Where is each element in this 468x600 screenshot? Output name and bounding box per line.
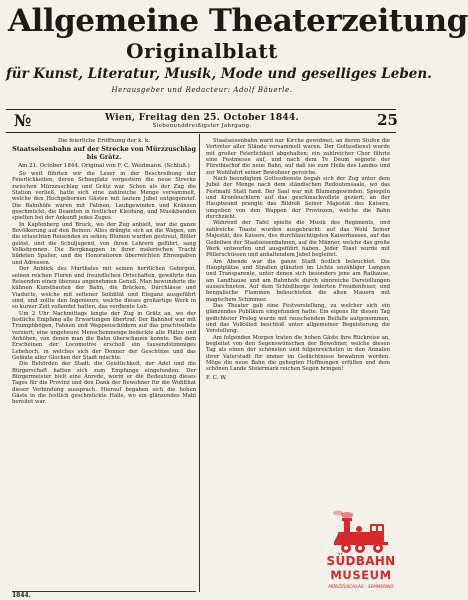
issue-number: №	[14, 111, 32, 130]
column-divider	[199, 134, 200, 592]
article-paragraph: Das Theater gab eine Festvorstellung, zu welcher sich ein glänzendes Publikum eingefunden hatte. Ein eigens für diesen Tag gedichteter Prolog wurde mit rauschendem Beifalle aufgenommen, und das Volkslied beschloß unter allgemeiner Begeisterung die Vorstellung.	[206, 302, 390, 335]
footer-rule	[12, 591, 196, 592]
article-paragraph: Die Behörden der Stadt, die Geistlichkeit, der Adel und die Bürgerschaft hatten sich zum Empfange eingefunden. Der Bürgermeister hielt eine Anrede, worin er die Bedeutung dieses Tages für die Provinz und den Dank der Bewohner für die Wohlthat dieser Verbindung aussprach. Hierauf begaben sich die hohen Gäste in die festlich geschmückte Halle, wo ein glänzendes Mahl bereitet war.	[12, 361, 196, 406]
article-paragraph: Nach beendigtem Gottesdienste begab sich der Zug unter dem Jubel der Menge nach dem ständischen Redoutensaale, wo das Festmahl Statt fand. Der Saal war mit Blumengewinden, Spiegeln und Kronleuchtern auf das geschmackvollste geziert; an der Hauptwand prangte das Bildniß Seiner Majestät des Kaisers, umgeben von den Wappen der Provinzen, welche die Bahn durchzieht.	[206, 176, 390, 221]
masthead-rule-top	[6, 109, 396, 110]
article-paragraph: Der Anblick des Murthales mit seinen herrlichen Gebirgen, seinen reichen Fluren und freundlichen Ortschaften, gewährte den Reisenden einen überaus angenehmen Genuß. Man bewunderte die kühnen Kunstbauten der Bahn, die Brücken, Durchlässe und Viaducte, welche mit seltener Solidität und Eleganz ausgeführt sind, und zollte den Ingenieurs, welche dieses großartige Werk in so kurzer Zeit vollendet hatten, das verdiente Lob.	[12, 266, 196, 311]
article-paragraph: Am Abende war die ganze Stadt festlich beleuchtet. Die Hauptplätze und Straßen glänzten im Lichte unzähliger Lampen und Transparente, unter denen sich besonders jene am Rathause, am Landhause und am Bahnhofe durch sinnreiche Darstellungen auszeichneten. Auf dem Schloßberge loderten Freudenfeuer, und bengalische Flammen beleuchteten die alten Mauern mit magischem Schimmer.	[206, 258, 390, 303]
footer-year: 1844.	[12, 592, 31, 599]
museum-watermark	[324, 510, 398, 596]
article-paragraph: Am folgenden Morgen traten die hohen Gäste ihre Rückreise an, begleitet von den Segenswünschen der Bewohner, welche diesen Tag als einen der schönsten und folgenreichsten in den Annalen ihrer Vaterstadt für immer im Gedächtnisse bewahren werden. Möge die neue Bahn die gehegten Hoffnungen erfüllen und dem schönen Lande Steiermark reichen Segen bringen!	[206, 334, 390, 373]
article-byline: Am 21. October 1844. Original von F. C. Weidmann. (Schluß.)	[18, 163, 190, 169]
masthead	[6, 3, 468, 94]
volume-line: Siebenunddreißigster Jahrgang.	[152, 123, 252, 129]
watermark-line-1: SÜDBAHN	[326, 554, 396, 568]
watermark-subline: MÜRZZUSCHLAG · SEMMERING	[328, 584, 394, 589]
locomotive-icon	[324, 510, 398, 556]
article-paragraph: Um 2 Uhr Nachmittags langte der Zug in Grätz an, wo der festliche Empfang alle Erwartungen übertraf. Der Bahnhof war mit Triumphbögen, Fahnen und Wappenschildern auf das prachtvollste verziert; eine ungeheure Menschenmenge bedeckte alle Plätze und Anhöhen, von denen man die Bahn überschauen konnte. Bei dem Erscheinen der Locomotive erscholl ein tausendstimmiges Lebehoch, in welches sich der Donner der Geschütze und das Geläute aller Glocken der Stadt mischte.	[12, 310, 196, 361]
article-column-left	[12, 138, 196, 406]
newspaper-tagline: für Kunst, Literatur, Musik, Mode und geselliges Leben.	[6, 66, 432, 82]
issue-info-row	[6, 111, 398, 131]
newspaper-subtitle: Originalblatt	[126, 39, 278, 63]
dateline: Wien, Freitag den 25. October 1844.	[105, 113, 299, 123]
article-kicker: Die feierliche Eröffnung der k. k.	[57, 138, 151, 144]
masthead-rule-bottom	[6, 132, 396, 133]
page-number: 25	[377, 111, 398, 129]
article-signature: F. C. W.	[206, 374, 227, 381]
article-headline: Staatseisenbahn auf der Strecke von Mürzzuschlag bis Grätz.	[12, 145, 196, 161]
newspaper-title: Allgemeine Theaterzeitung	[8, 3, 468, 39]
article-paragraph: In Kapfenberg und Bruck, wo der Zug anhielt, war die ganze Bevölkerung auf den Beinen. Alles drängte sich an die Wagen, um die erlauchten Reisenden zu sehen; Blumen wurden gestreut, Böller gelöst, und die Schuljugend, von ihren Lehrern geführt, sang Volkshymnen. Die Bergknappen in ihrer malerischen Tracht bildeten Spalier, und die Honoratioren überreichten Ehrengaben und Adressen.	[12, 221, 196, 266]
article-paragraph: Während der Tafel spielte die Musik des Regiments, und zahlreiche Toaste wurden ausgebracht: auf das Wohl Seiner Majestät, des Kaisers, des durchlauchtigsten Kaiserhauses, auf das Gedeihen der Staatseisenbahnen, auf die Männer, welche das große Werk entworfen und ausgeführt haben. Jeder Toast wurde mit Pöllerschüssen und anhaltendem Jubel begleitet.	[206, 220, 390, 259]
article-paragraph: Staatseisenbahn ward nur Kirche gewidmet, an deren Stufen die Vertreter aller Stände versammelt waren. Der Gottesdienst wurde mit großer Feierlichkeit abgehalten; ein zahlreicher Chor führte eine Festmesse auf, und nach dem Te Deum segnete der Fürstbischof die neue Bahn, auf daß sie zum Heile des Landes und zur Wohlfahrt seiner Bewohner gereiche.	[206, 138, 390, 176]
article-column-right	[206, 138, 390, 381]
watermark-line-2: MUSEUM	[330, 568, 392, 582]
article-paragraph: So weit führten wir die Leser in der Beschreibung der Feierlichkeiten, deren Schauplatz vorgestern die neue Strecke zwischen Mürzzuschlag und Grätz war. Schon als der Zug die Station verließ, hatte sich eine zahlreiche Menge versammelt, welche den Hochgebornen Gästen mit lautem Jubel entgegenrief. Die Bahnhöfe waren mit Fahnen, Laubgewinden und Kränzen geschmückt, die Beamten in festlicher Kleidung, und Musikbanden spielten bei der Ankunft jedes Zuges.	[12, 171, 196, 222]
editor-line: Herausgeber und Redacteur: Adolf Bäuerle.	[111, 86, 293, 94]
